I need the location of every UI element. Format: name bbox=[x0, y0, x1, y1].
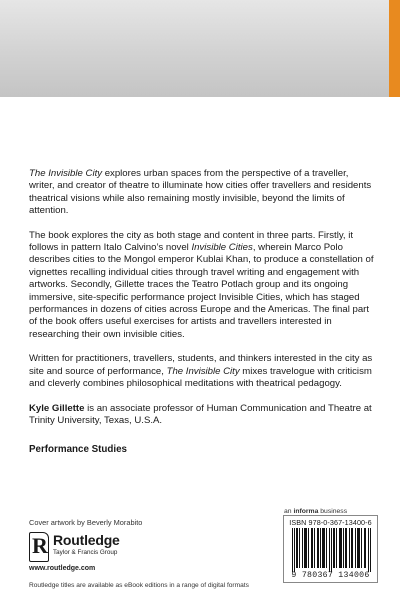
barcode-number: 9 780367 134006 bbox=[291, 571, 370, 580]
book-title-italic: The Invisible City bbox=[29, 168, 103, 179]
publisher-url: www.routledge.com bbox=[29, 565, 96, 572]
description-text: mixes travelogue with criticism and cleverly combines philosophical meditations with theatrical pedagogy. bbox=[29, 365, 372, 390]
book-title-italic: The Invisible City bbox=[166, 365, 240, 377]
description-text: , wherein Marco Polo describes cities to the Mongol emperor Kublai Khan, to produce a constellation of vignettes recalling individual cities through travel writing and engagement with artworks. Secondly, Gillette traces the Teatro Potlach group and its ongoing immersive, site-specific performance project Invisible Cities, which has staged performances in dozens of cities across Europe and the Americas. The final part of the book offers useful exercises for artists and travellers interested in researching their own invisible cities. bbox=[29, 242, 374, 340]
isbn-barcode-box bbox=[283, 515, 378, 583]
top-gradient-band bbox=[0, 0, 400, 97]
author-bio bbox=[29, 403, 374, 428]
description-paragraph-2 bbox=[29, 230, 374, 342]
description-paragraph-1 bbox=[29, 168, 374, 218]
isbn-label: ISBN 978-0-367-13400-6 bbox=[289, 518, 372, 527]
routledge-r-icon: R bbox=[29, 532, 49, 562]
description-text: Written for practitioners, travellers, students, and thinkers interested in the city as site and source of performance, bbox=[29, 353, 373, 377]
ebook-availability-note: Routledge titles are available as eBook editions in a range of digital formats bbox=[29, 582, 249, 589]
back-cover-text bbox=[29, 168, 374, 438]
description-paragraph-3 bbox=[29, 353, 374, 390]
publisher-name: Routledge bbox=[53, 532, 120, 548]
routledge-logo bbox=[29, 530, 149, 570]
author-bio-text: is an associate professor of Human Communication and Theatre at Trinity University, Texas, U.S.A. bbox=[29, 402, 372, 426]
informa-business-label: an informa business bbox=[284, 508, 348, 515]
calvino-title-italic: Invisible Cities bbox=[191, 242, 253, 254]
author-name: Kyle Gillette bbox=[29, 402, 85, 414]
barcode-icon bbox=[292, 528, 372, 572]
description-text: explores urban spaces from the perspective of a traveller, writer, and creator of theatre to illuminate how cities offer travellers and residents theatrical visions while also remaining mostly invisible, beyond the limits of attention. bbox=[29, 168, 372, 217]
subject-category: Performance Studies bbox=[29, 444, 128, 455]
description-text: The book explores the city as both stage and content in three parts. Firstly, it follows in pattern Italo Calvino’s novel bbox=[29, 229, 354, 254]
orange-accent-bar bbox=[389, 0, 400, 97]
cover-art-credit: Cover artwork by Beverly Morabito bbox=[29, 518, 143, 527]
publisher-group: Taylor & Francis Group bbox=[53, 549, 118, 556]
